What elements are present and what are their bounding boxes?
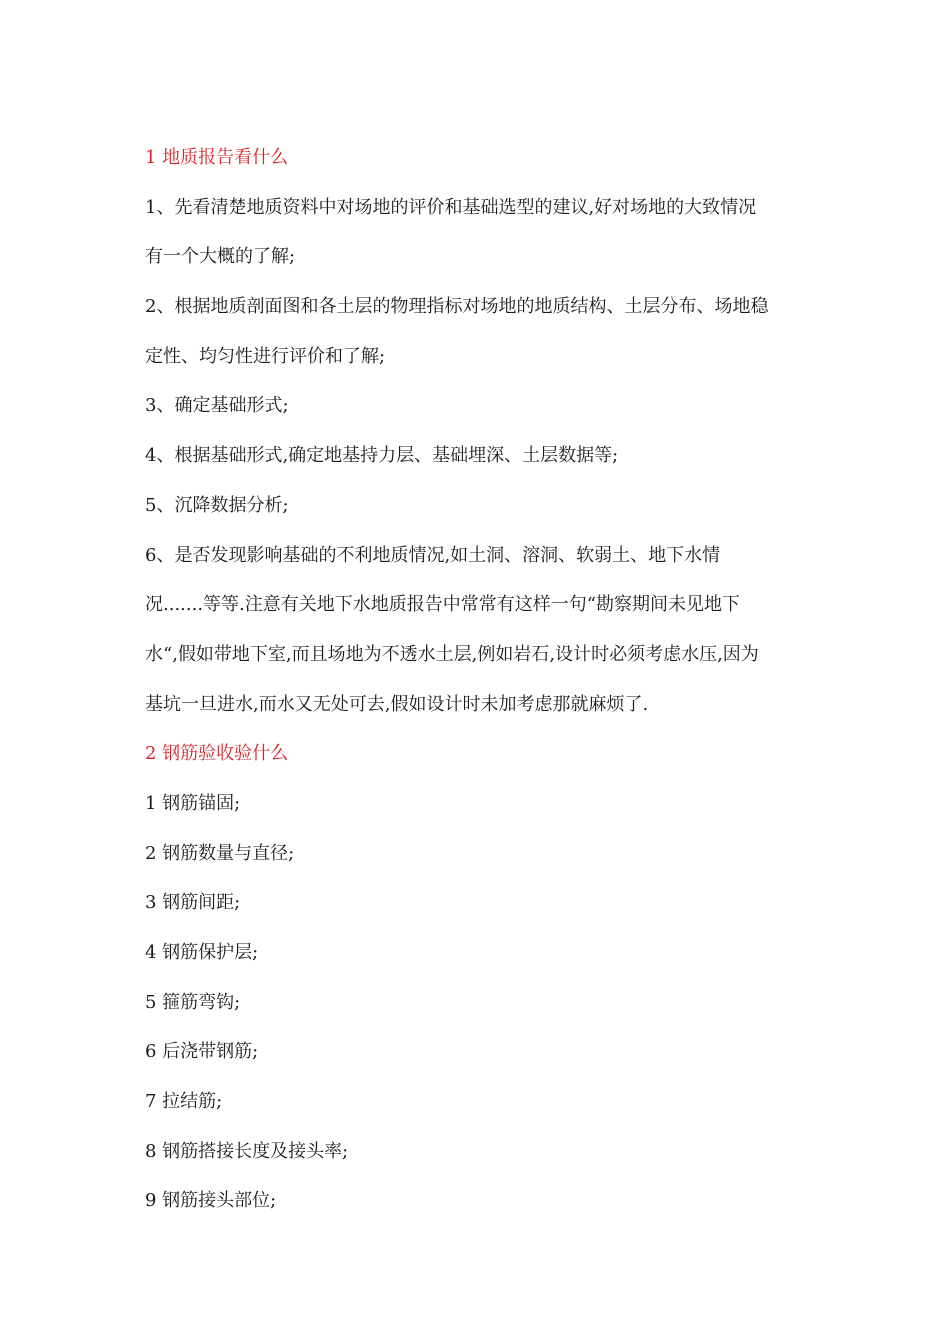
paragraph-line: 水“,假如带地下室,而且场地为不透水土层,例如岩石,设计时必须考虑水压,因为 <box>145 643 759 665</box>
paragraph-line: 有一个大概的了解; <box>145 246 296 268</box>
list-item: 7 拉结筋; <box>145 1091 223 1113</box>
list-item: 6 后浇带钢筋; <box>145 1041 259 1063</box>
list-item: 4 钢筋保护层; <box>145 942 259 963</box>
paragraph-line: 5、沉降数据分析; <box>145 494 289 516</box>
paragraph-line: 1、先看清楚地质资料中对场地的评价和基础选型的建议,好对场地的大致情况 <box>145 196 757 218</box>
paragraph-line: 定性、均匀性进行评价和了解; <box>145 345 386 367</box>
list-item: 3 钢筋间距; <box>145 892 241 914</box>
list-item: 5 箍筋弯钩; <box>145 991 241 1013</box>
list-item: 9 钢筋接头部位; <box>145 1190 277 1212</box>
paragraph-line: 况.......等等.注意有关地下水地质报告中常常有这样一句“勘察期间未见地下 <box>145 594 740 616</box>
paragraph-line: 基坑一旦进水,而水又无处可去,假如设计时未加考虑那就麻烦了. <box>145 693 649 715</box>
document-page <box>145 133 815 1226</box>
paragraph-line: 3、确定基础形式; <box>145 395 289 417</box>
paragraph-line: 4、根据基础形式,确定地基持力层、基础埋深、土层数据等; <box>145 445 619 467</box>
paragraph-line: 2、根据地质剖面图和各土层的物理指标对场地的地质结构、土层分布、场地稳 <box>145 296 769 318</box>
paragraph-line: 6、是否发现影响基础的不利地质情况,如土洞、溶洞、软弱土、地下水情 <box>145 544 721 566</box>
list-item: 2 钢筋数量与直径; <box>145 842 295 864</box>
list-item: 1 钢筋锚固; <box>145 792 241 814</box>
list-item: 8 钢筋搭接长度及接头率; <box>145 1140 349 1162</box>
section-heading-geology-report: 1 地质报告看什么 <box>145 147 289 168</box>
section-heading-rebar-inspection: 2 钢筋验收验什么 <box>145 743 289 765</box>
